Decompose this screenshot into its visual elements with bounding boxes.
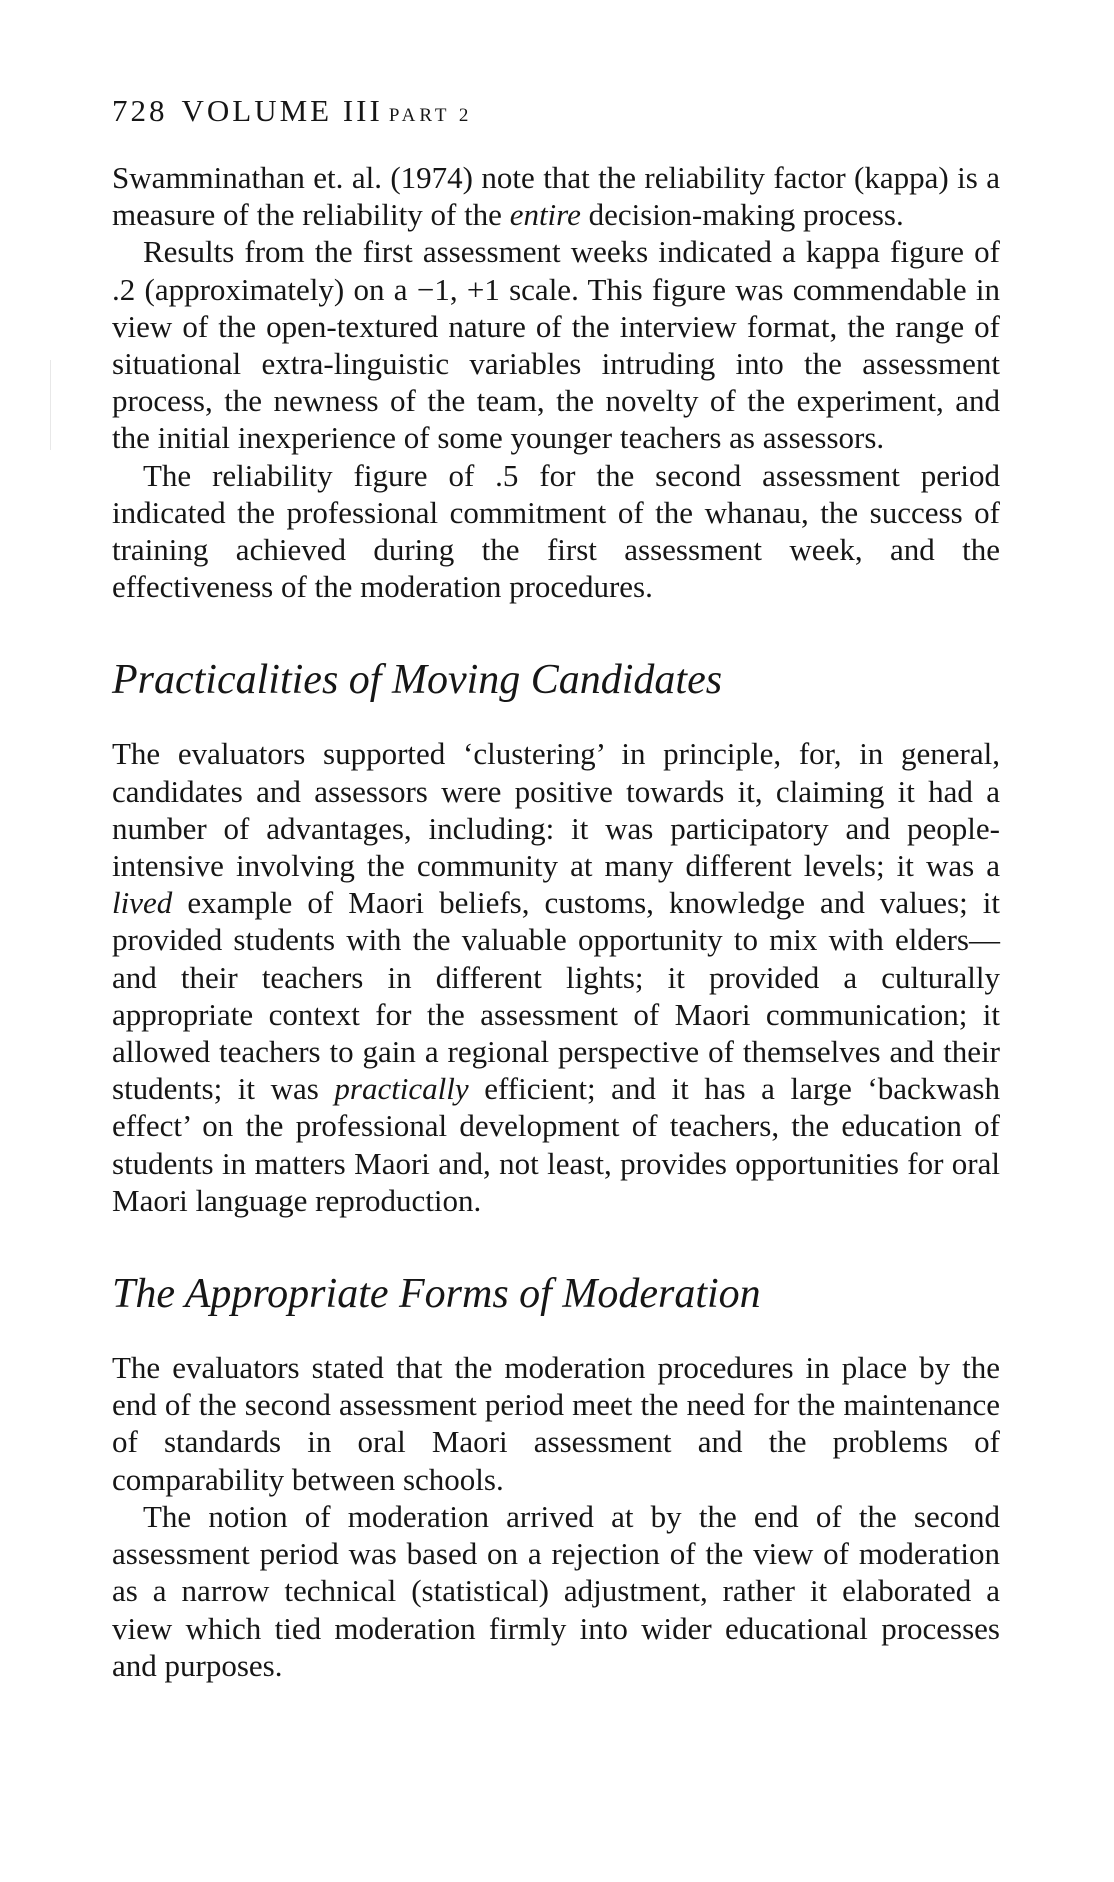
section-heading-practicalities: Practicalities of Moving Candidates <box>112 657 723 704</box>
text-run: example of Maori beliefs, customs, knowledge and values; it provided students with the valuable opportunity to mix with elders—and their teachers in different lights; it provided a culturally appropriate context for the assessment of Maori communication; it allowed teachers to gain a regional perspective of themselves and their students; it was <box>112 885 1000 1107</box>
intro-section <box>112 159 1000 605</box>
paragraph-second-assessment: The reliability figure of .5 for the second assessment period indicated the professional commitment of the whanau, the success of training achieved during the first assessment week, and the effectiveness of the moderation procedures. <box>112 457 1000 605</box>
emphasis-text: practically <box>334 1071 469 1107</box>
section-heading-moderation: The Appropriate Forms of Moderation <box>112 1271 761 1318</box>
section-practicalities <box>112 655 1000 1219</box>
volume-label: VOLUME III <box>181 93 383 128</box>
page-number: 728 <box>112 93 168 128</box>
section-moderation <box>112 1269 1000 1684</box>
book-page <box>112 92 1000 1684</box>
paragraph-kappa-intro <box>112 159 1000 233</box>
paragraph-moderation-procedures: The evaluators stated that the moderation procedures in place by the end of the second assessment period meet the need for the maintenance of standards in oral Maori assessment and the problems of comparability between schools. <box>112 1350 1000 1497</box>
scan-artifact-line <box>50 360 51 450</box>
paragraph-moderation-notion: The notion of moderation arrived at by the end of the second assessment period was based on a rejection of the view of moderation as a narrow technical (statistical) adjustment, rather it elaborated a view which tied moderation firmly into wider educational processes and purposes. <box>112 1498 1000 1683</box>
part-label: PART 2 <box>388 105 473 126</box>
text-run: Swamminathan et. al. (1974) note that the reliability factor (kappa) is a measure of the reliability of the <box>112 160 1000 233</box>
text-run: efficient; and it has a large ‘backwash effect’ on the professional development of teachers, the education of students in matters Maori and, not least, provides opportunities for oral Maori language reproduction. <box>112 1071 1000 1218</box>
running-head <box>112 92 1000 135</box>
emphasis-text: entire <box>509 197 581 233</box>
text-run: The evaluators supported ‘clustering’ in principle, for, in general, candidates and assessors were positive towards it, claiming it had a number of advantages, including: it was participatory and people-intensive involving the community at many different levels; it was a <box>112 736 1000 884</box>
paragraph-clustering <box>112 735 1000 1219</box>
text-run: decision-making process. <box>580 197 904 233</box>
emphasis-text: lived <box>112 885 173 921</box>
paragraph-first-assessment: Results from the first assessment weeks indicated a kappa figure of .2 (approximately) on a −1, +1 scale. This figure was commendable in view of the open-textured nature of the interview format, the range of situational extra-linguistic variables intruding into the assessment process, the newness of the team, the novelty of the experiment, and the initial inexperience of some younger teachers as assessors. <box>112 234 1000 456</box>
